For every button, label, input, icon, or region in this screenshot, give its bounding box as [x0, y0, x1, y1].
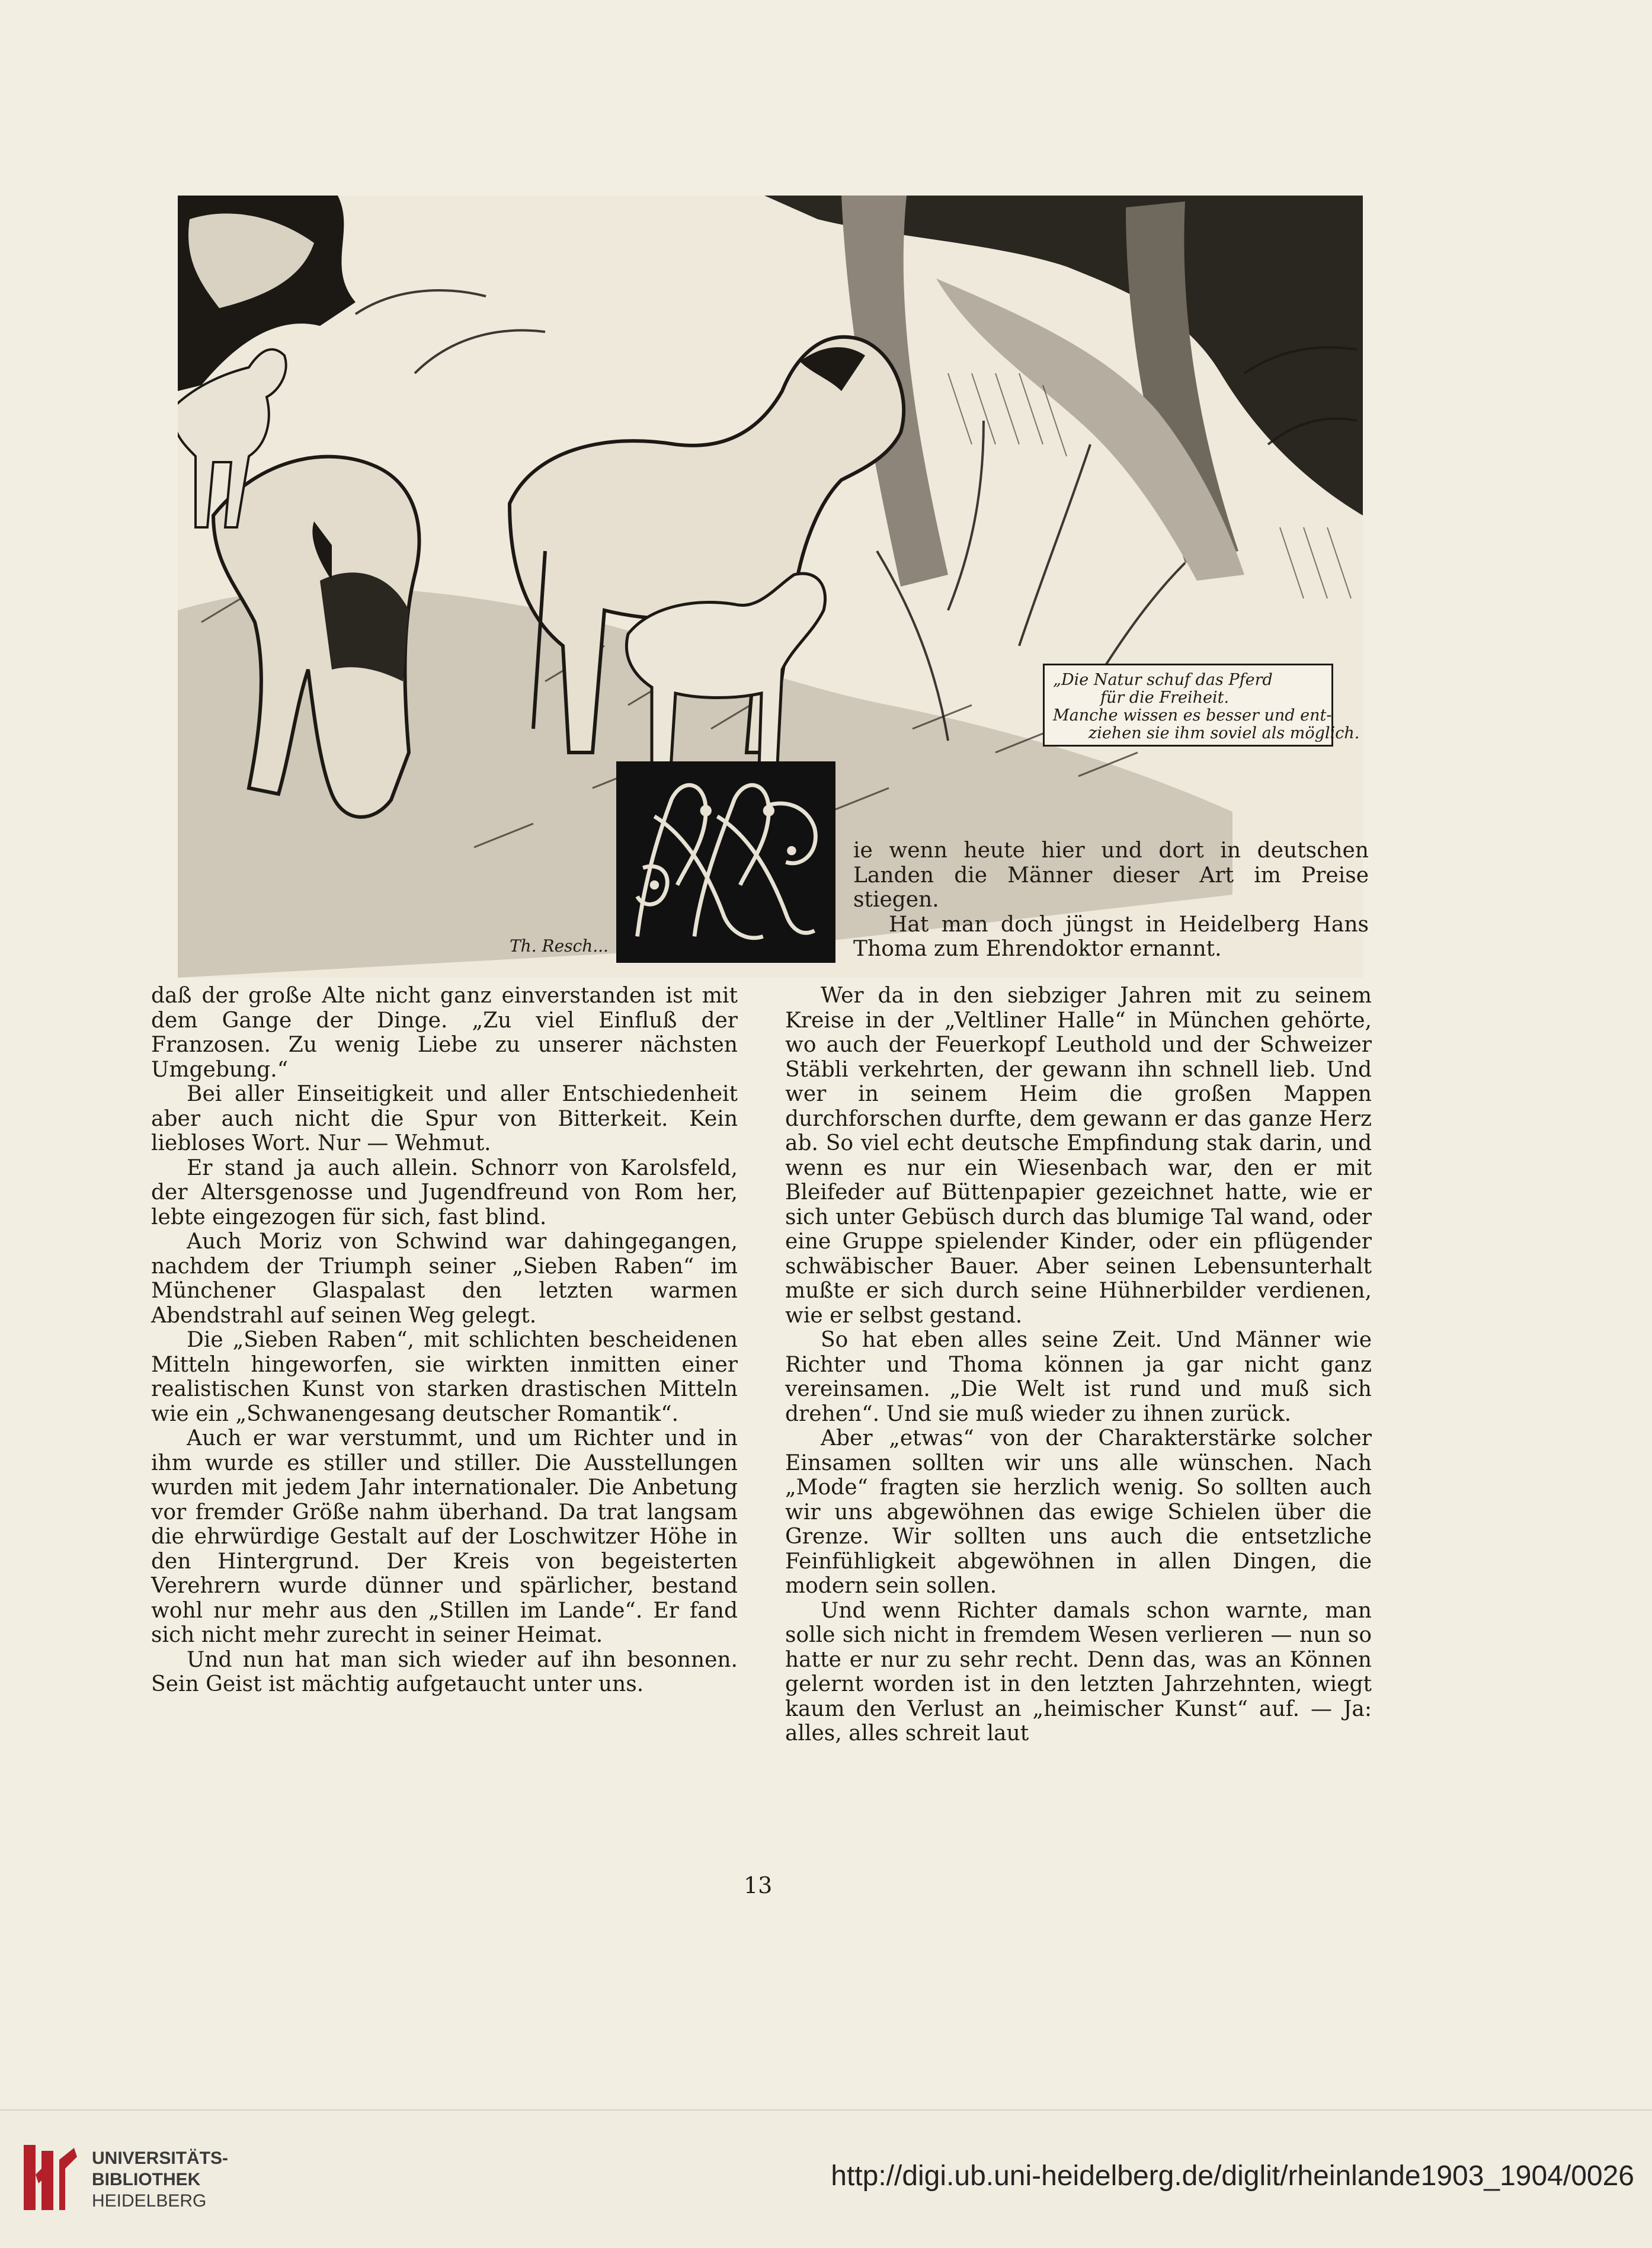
permalink-url[interactable]: http://digi.ub.uni-heidelberg.de/diglit/rheinlande1903_1904/0026	[831, 2160, 1634, 2192]
text-column-right-top	[853, 838, 1369, 962]
paragraph: daß der große Alte nicht ganz einverstanden ist mit dem Gange der Dinge. „Zu viel Einfluß der Franzosen. Zu wenig Liebe zu unserer nächsten Umgebung.“	[151, 984, 738, 1082]
decorated-initial	[616, 761, 835, 963]
caption-line: „Die Natur schuf das Pferd	[1053, 671, 1273, 689]
library-name-line: HEIDELBERG	[92, 2191, 207, 2211]
caption-line: für die Freiheit.	[1100, 689, 1230, 707]
paragraph: Er stand ja auch allein. Schnorr von Karolsfeld, der Altersgenosse und Jugendfreund von Rom her, lebte eingezogen für sich, fast blind.	[151, 1155, 738, 1229]
paragraph: Wer da in den siebziger Jahren mit zu seinem Kreise in der „Veltliner Halle“ in München gehörte, wo auch der Feuerkopf Leuthold und der Schweizer Stäbli verkehrten, der gewann ihn schnell lieb. Und wer in seinem Heim die großen Mappen durchforschen durfte, dem gewann er das ganze Herz ab. So viel echt deutsche Empfindung stak darin, und wenn es nur ein Wiesenbach war, den er mit Bleifeder auf Büttenpapier gezeichnet hatte, wie er sich unter Gebüsch durch das blumige Tal wand, oder eine Gruppe spielender Kinder, oder ein pflügender schwäbischer Bauer. Aber seinen Lebensunterhalt mußte er sich durch seine Hühnerbilder verdienen, wie er selbst gestand.	[785, 984, 1372, 1328]
paragraph: Hat man doch jüngst in Heidelberg Hans Thoma zum Ehrendoktor ernannt.	[853, 912, 1369, 961]
text-column-left	[151, 984, 738, 1697]
university-library-logo-icon	[18, 2139, 83, 2216]
paragraph: Bei aller Einseitigkeit und aller Entschiedenheit aber auch nicht die Spur von Bitterkeit. Kein liebloses Wort. Nur — Wehmut.	[151, 1082, 738, 1155]
paragraph: Und nun hat man sich wieder auf ihn besonnen. Sein Geist ist mächtig aufgetaucht unter uns.	[151, 1647, 738, 1696]
artist-signature: Th. Resch...	[510, 936, 609, 956]
text-column-right	[785, 984, 1372, 1746]
paragraph: Aber „etwas“ von der Charakterstärke solcher Einsamen sollten wir uns alle wünschen. Nach „Mode“ fragten sie herzlich wenig. So sollten auch wir uns abgewöhnen das ewige Schielen über die Grenze. Wir sollten uns auch die entsetzliche Feinfühligkeit abgewöhnen in allen Dingen, die modern sein sollen.	[785, 1426, 1372, 1598]
paragraph: Und wenn Richter damals schon warnte, man solle sich nicht in fremdem Wesen verlieren — nun so hatte er nur zu sehr recht. Denn das, was an Können gelernt worden ist in den letzten Jahrzehnten, wiegt kaum den Verlust an „heimischer Kunst“ auf. — Ja: alles, alles schreit laut	[785, 1598, 1372, 1746]
caption-line: Manche wissen es besser und ent-	[1053, 706, 1332, 725]
paragraph: Auch er war verstummt, und um Richter und in ihm wurde es stiller und stiller. Die Ausstellungen wurden mit jedem Jahr internationaler. Die Anbetung vor fremder Größe nahm überhand. Da trat langsam die ehrwürdige Gestalt auf der Loschwitzer Höhe in den Hintergrund. Der Kreis von begeisterten Verehrern wurde dünner und spärlicher, bestand wohl nur mehr aus den „Stillen im Lande“. Er fand sich nicht mehr zurecht in seiner Heimat.	[151, 1426, 738, 1647]
illustration-caption	[1043, 664, 1360, 747]
paragraph: So hat eben alles seine Zeit. Und Männer wie Richter und Thoma können ja gar nicht ganz vereinsamen. „Die Welt ist rund und muß sich drehen“. Und sie muß wieder zu ihnen zurück.	[785, 1328, 1372, 1426]
ornamental-letter-w-icon	[620, 765, 832, 959]
library-name-line: BIBLIOTHEK	[92, 2170, 201, 2189]
caption-line: ziehen sie ihm soviel als möglich.	[1088, 724, 1360, 742]
library-name-line: UNIVERSITÄTS-	[92, 2148, 229, 2168]
library-name	[92, 2148, 228, 2212]
paragraph: ie wenn heute hier und dort in deutschen Landen die Männer dieser Art im Preise stiegen.	[853, 838, 1369, 912]
paragraph: Auch Moriz von Schwind war dahingegangen, nachdem der Triumph seiner „Sieben Raben“ im Münchener Glaspalast den letzten warmen Abendstrahl auf seinen Weg gelegt.	[151, 1229, 738, 1328]
paragraph: Die „Sieben Raben“, mit schlichten bescheidenen Mitteln hingeworfen, sie wirkten inmitten einer realistischen Kunst von starken drastischen Mitteln wie ein „Schwanengesang deutscher Romantik“.	[151, 1328, 738, 1426]
page-number: 13	[744, 1872, 773, 1898]
